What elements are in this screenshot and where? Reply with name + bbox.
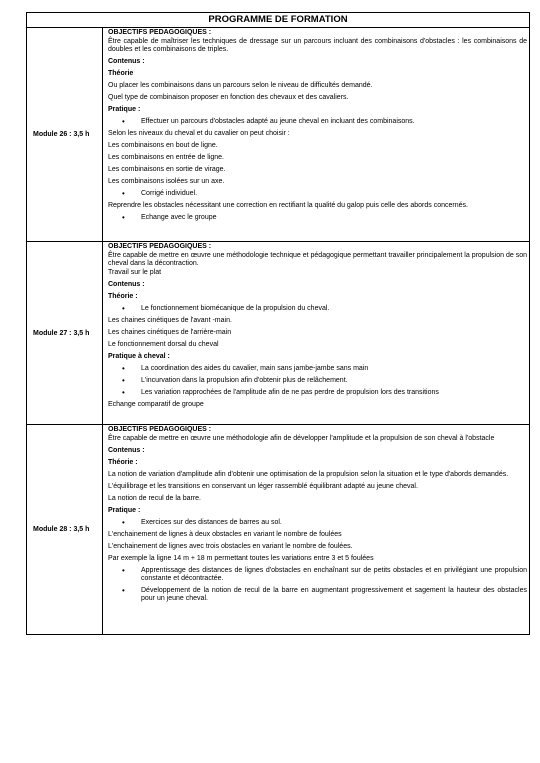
paragraph: Par exemple la ligne 14 m + 18 m permettant toutes les variations entre 3 et 5 foulées — [108, 554, 374, 562]
section-heading: Contenus : — [108, 58, 145, 66]
bullet-list — [108, 190, 527, 198]
paragraph: Les chaines cinétiques de l'arrière-main — [108, 329, 232, 337]
table-title: PROGRAMME DE FORMATION — [27, 13, 530, 28]
module-label: Module 28 : 3,5 h — [27, 425, 103, 635]
paragraph: Le fonctionnement dorsal du cheval — [108, 341, 219, 349]
section-heading: Pratique : — [108, 106, 141, 114]
module-content — [103, 425, 530, 635]
paragraph: Les combinaisons en sortie de virage. — [108, 166, 226, 174]
bullet-list — [108, 519, 527, 527]
module-row — [27, 425, 530, 635]
bullet-list — [108, 118, 527, 126]
paragraph: La notion de variation d'amplitude afin d'obtenir une optimisation de la propulsion selon la situation et le type d'abords demandés. — [108, 471, 509, 479]
paragraph: Quel type de combinaison proposer en fonction des chevaux et des cavaliers. — [108, 94, 349, 102]
paragraph: L'enchainement de lignes avec trois obstacles en variant le nombre de foulées. — [108, 542, 353, 550]
paragraph: Être capable de maîtriser les techniques de dressage sur un parcours incluant des combinaisons d'obstacles : les combinaisons de doubles et les combinaisons de triples. — [108, 38, 527, 54]
paragraph: Les combinaisons en entrée de ligne. — [108, 154, 224, 162]
module-content — [103, 28, 530, 242]
bullet-list — [108, 365, 527, 397]
bullet-item: • L'incurvation dans la propulsion afin d'obtenir plus de relâchement. — [141, 377, 527, 385]
section-heading: Théorie — [108, 70, 134, 78]
bullet-item: • Echange avec le groupe — [141, 214, 527, 222]
bullet-item: • Corrigé individuel. — [141, 190, 527, 198]
bullet-list — [108, 214, 527, 222]
paragraph: Être capable de mettre en œuvre une méthodologie afin de développer l'amplitude et la propulsion de son cheval à l'obstacle — [108, 435, 495, 443]
section-heading: OBJECTIFS PEDAGOGIQUES : — [108, 29, 212, 36]
module-row — [27, 28, 530, 242]
section-heading: Théorie : — [108, 293, 138, 301]
section-heading: Contenus : — [108, 281, 145, 289]
module-row — [27, 242, 530, 425]
paragraph: Les chaines cinétiques de l'avant -main. — [108, 317, 232, 325]
section-heading: OBJECTIFS PEDAGOGIQUES : — [108, 243, 212, 250]
bullet-item: • Exercices sur des distances de barres au sol. — [141, 519, 527, 527]
bullet-item: • Apprentissage des distances de lignes d'obstacles en enchaînant sur de petits obstacles et en privilégiant une propulsion constante et décontractée. — [141, 567, 527, 583]
bullet-item: • Les variation rapprochées de l'amplitude afin de ne pas perdre de propulsion lors des transitions — [141, 389, 527, 397]
paragraph: Reprendre les obstacles nécessitant une correction en rectifiant la qualité du galop puis celle des abords concernés. — [108, 201, 468, 209]
paragraph: L'enchainement de lignes à deux obstacles en variant le nombre de foulées — [108, 530, 342, 538]
module-content — [103, 242, 530, 425]
section-heading: Théorie : — [108, 459, 138, 467]
paragraph: Être capable de mettre en œuvre une méthodologie technique et pédagogique permettant travailler principalement la propulsion de son cheval dans la décontraction. — [108, 252, 527, 268]
paragraph: L'équilibrage et les transitions en conservant un léger rassemblé équilibrant adapté au jeune cheval. — [108, 483, 418, 491]
table-header-row — [27, 13, 530, 28]
paragraph: Selon les niveaux du cheval et du cavalier on peut choisir : — [108, 130, 290, 138]
paragraph: Les combinaisons en bout de ligne. — [108, 142, 218, 150]
module-label: Module 26 : 3,5 h — [27, 28, 103, 242]
section-heading: Contenus : — [108, 447, 145, 455]
paragraph: Travail sur le plat — [108, 269, 162, 277]
section-heading: Pratique à cheval : — [108, 353, 170, 361]
section-heading: Pratique : — [108, 507, 141, 514]
training-program-table — [26, 12, 530, 635]
bullet-item: • La coordination des aides du cavalier, main sans jambe-jambe sans main — [141, 365, 527, 373]
section-heading: OBJECTIFS PEDAGOGIQUES : — [108, 426, 212, 433]
paragraph: Les combinaisons isolées sur un axe. — [108, 178, 225, 186]
bullet-item: • Le fonctionnement biomécanique de la propulsion du cheval. — [141, 305, 527, 313]
bullet-list — [108, 305, 527, 313]
module-label: Module 27 : 3,5 h — [27, 242, 103, 425]
bullet-list — [108, 567, 527, 603]
paragraph: Ou placer les combinaisons dans un parcours selon le niveau de difficultés demandé. — [108, 82, 373, 90]
bullet-item: • Développement de la notion de recul de la barre en augmentant progressivement et sagement la hauteur des obstacles pour un jeune cheval. — [141, 587, 527, 603]
paragraph: Echange comparatif de groupe — [108, 401, 204, 409]
bullet-item: • Effectuer un parcours d'obstacles adapté au jeune cheval en incluant des combinaisons. — [141, 118, 527, 126]
paragraph: La notion de recul de la barre. — [108, 495, 202, 503]
